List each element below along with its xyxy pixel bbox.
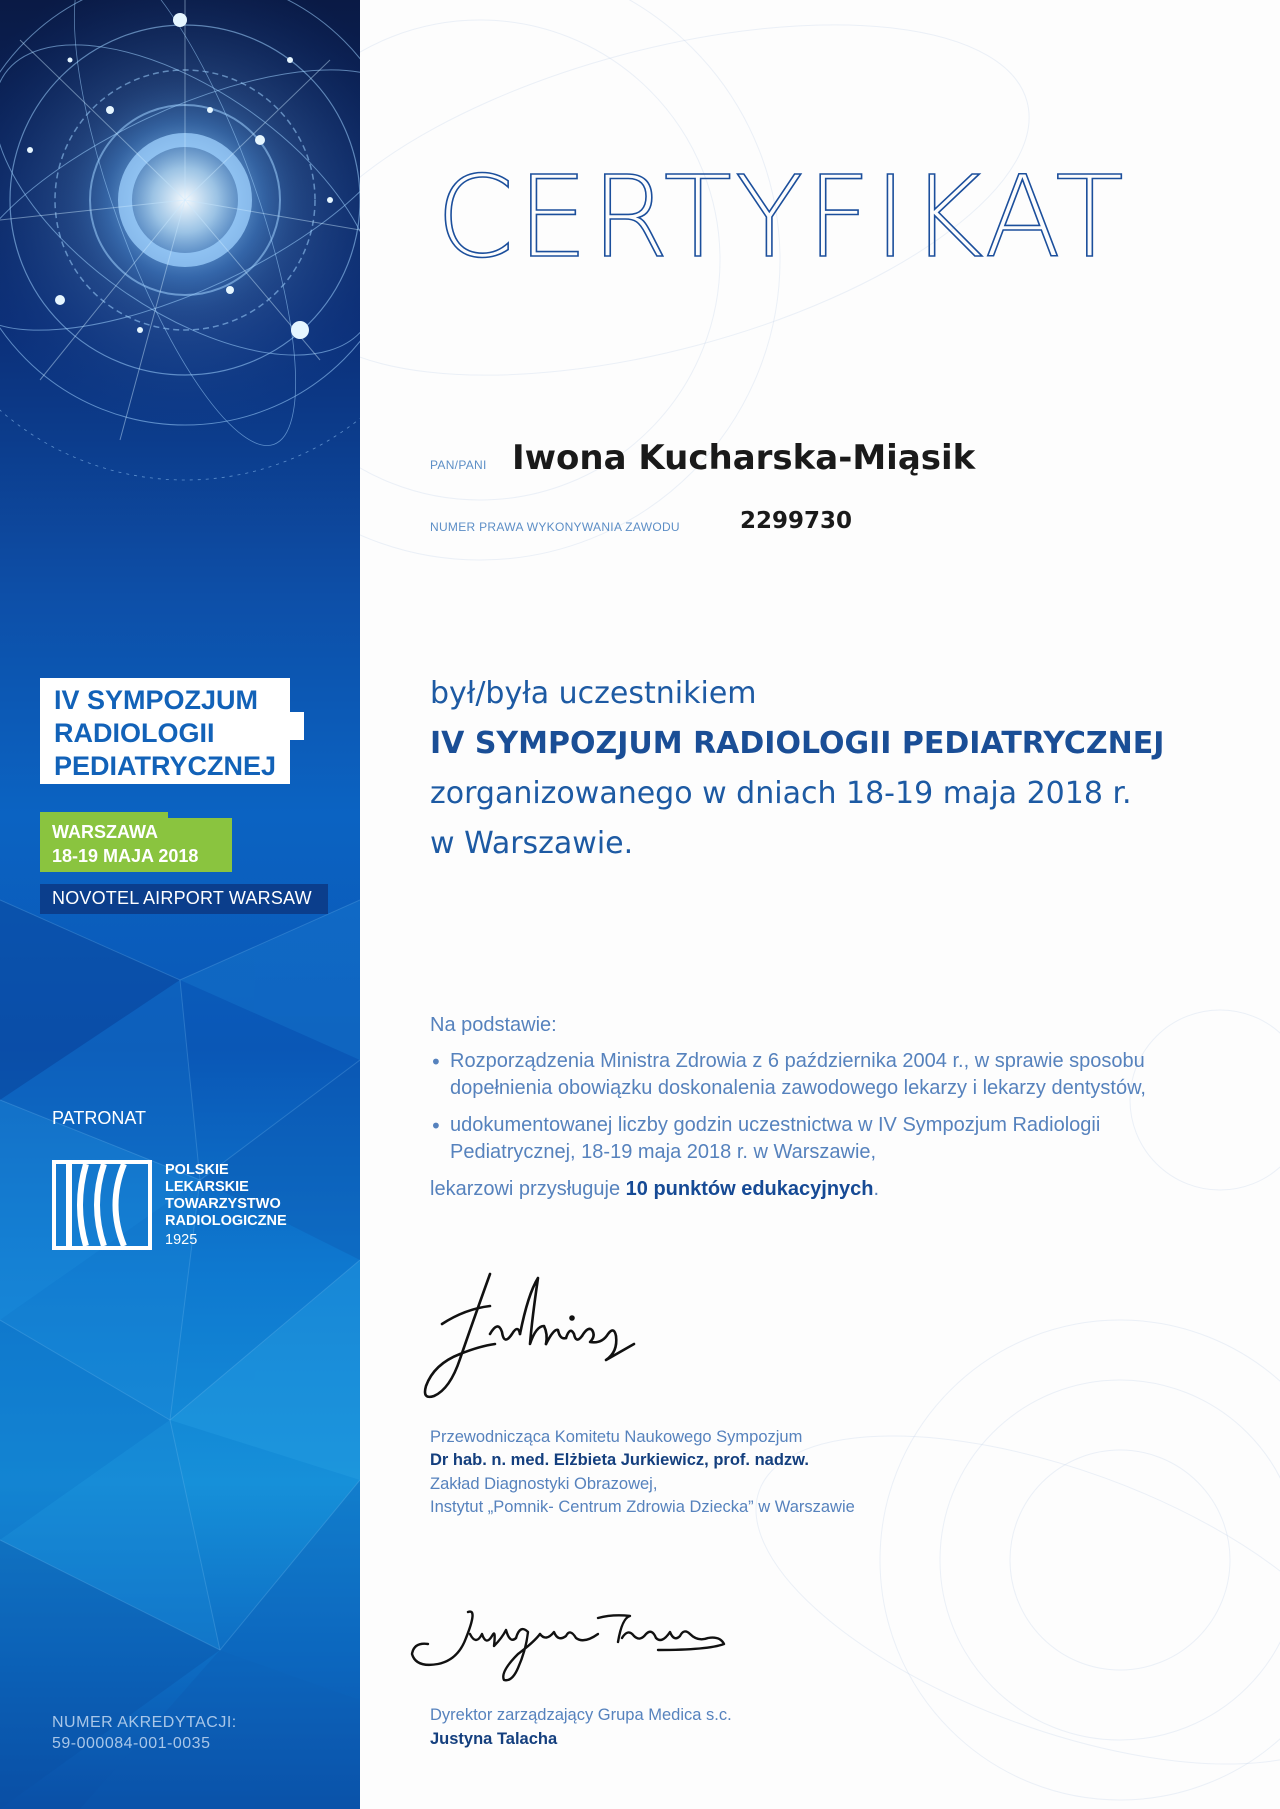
license-number: 2299730	[740, 508, 853, 534]
society-name: POLSKIE LEKARSKIE TOWARZYSTWO RADIOLOGICZNE	[165, 1162, 287, 1229]
basis-item-1-line-2: dopełnienia obowiązku doskonalenia zawodowego lekarzy i lekarzy dentystów,	[450, 1077, 1146, 1099]
signatory-1-dept: Zakład Diagnostyki Obrazowej,	[430, 1475, 658, 1493]
statement-line-1: był/była uczestnikiem	[430, 676, 757, 711]
signatory-1-role: Przewodnicząca Komitetu Naukowego Sympozjum	[430, 1428, 803, 1446]
certificate-title: CERTYFIKAT	[436, 153, 1127, 283]
event-name: IV SYMPOZJUM RADIOLOGII PEDIATRYCZNEJ	[430, 726, 1165, 761]
bullet-1: •	[430, 1050, 442, 1074]
participant-label: PAN/PANI	[430, 458, 487, 472]
basis-item-2-line-1: udokumentowanej liczby godzin uczestnictwa w IV Sympozjum Radiologii	[450, 1114, 1101, 1136]
signature-jurkiewicz	[420, 1264, 650, 1404]
basis-item-1-line-1: Rozporządzenia Ministra Zdrowia z 6 października 2004 r., w sprawie sposobu	[450, 1050, 1145, 1072]
venue-text: NOVOTEL AIRPORT WARSAW	[52, 888, 312, 908]
bullet-2: •	[430, 1114, 442, 1138]
society-logo-icon	[52, 1160, 152, 1250]
statement-line-3: zorganizowanego w dniach 18-19 maja 2018 r.	[430, 776, 1132, 811]
society-year: 1925	[165, 1232, 198, 1248]
patronat-label: PATRONAT	[52, 1108, 146, 1128]
symposium-title: IV SYMPOZJUM RADIOLOGII PEDIATRYCZNEJ	[54, 685, 277, 781]
points-value: 10	[625, 1178, 648, 1200]
points-unit: punktów edukacyjnych	[653, 1178, 874, 1200]
signatory-1-name: Dr hab. n. med. Elżbieta Jurkiewicz, prof. nadzw.	[430, 1451, 809, 1469]
basis-item-2-line-2: Pediatrycznej, 18-19 maja 2018 r. w Warszawie,	[450, 1141, 877, 1163]
signatory-2-name: Justyna Talacha	[430, 1730, 558, 1748]
accreditation: NUMER AKREDYTACJI: 59-000084-001-0035	[52, 1714, 237, 1752]
basis-intro: Na podstawie:	[430, 1014, 557, 1036]
points-statement: lekarzowi przysługuje 10 punktów edukacyjnych.	[430, 1178, 880, 1200]
participant-name: Iwona Kucharska-Miąsik	[512, 438, 976, 478]
statement-line-4: w Warszawie.	[430, 826, 634, 861]
signatory-2-role: Dyrektor zarządzający Grupa Medica s.c.	[430, 1706, 732, 1724]
signatory-1-institute: Instytut „Pomnik- Centrum Zdrowia Dziecka” w Warszawie	[430, 1498, 855, 1516]
city-dates: WARSZAWA 18-19 MAJA 2018	[52, 822, 199, 866]
left-banner	[0, 0, 360, 1809]
signature-talacha	[408, 1598, 728, 1698]
license-label: NUMER PRAWA WYKONYWANIA ZAWODU	[430, 520, 680, 534]
